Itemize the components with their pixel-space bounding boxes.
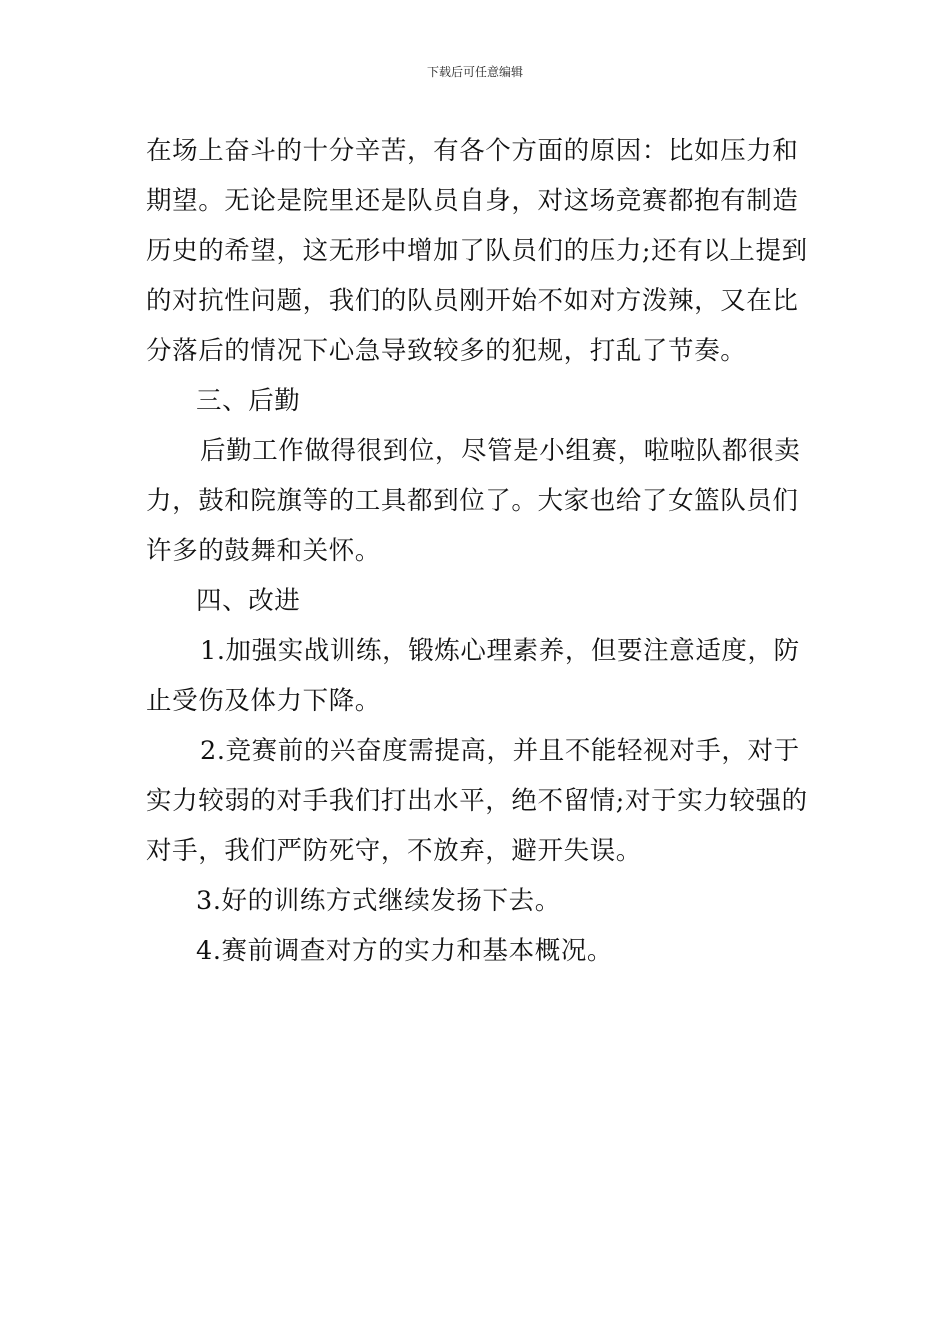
text-line: 对手，我们严防死守，不放弃，避开失误。 [146, 836, 642, 866]
text-line: 力，鼓和院旗等的工具都到位了。大家也给了女篮队员们 [146, 486, 799, 516]
text-line: 实力较弱的对手我们打出水平，绝不留情;对于实力较强的 [146, 786, 808, 816]
section-heading-logistics: 三、后勤 [196, 386, 301, 416]
list-item-3 [146, 876, 810, 926]
text-line: 止受伤及体力下降。 [146, 686, 381, 716]
text-line: 4.赛前调查对方的实力和基本概况。 [196, 936, 614, 966]
text-line: 的对抗性问题，我们的队员刚开始不如对方泼辣，又在比 [146, 286, 799, 316]
list-item-2 [146, 726, 810, 876]
text-line: 后勤工作做得很到位，尽管是小组赛，啦啦队都很卖 [200, 436, 801, 466]
list-item-1 [146, 626, 810, 726]
list-item-4 [146, 926, 810, 976]
text-line: 期望。无论是院里还是队员自身，对这场竞赛都抱有制造 [146, 186, 799, 216]
paragraph-logistics [146, 426, 810, 576]
text-line: 在场上奋斗的十分辛苦，有各个方面的原因：比如压力和 [146, 136, 799, 166]
document-body [146, 126, 810, 976]
paragraph-continuation [146, 126, 810, 376]
text-line: 历史的希望，这无形中增加了队员们的压力;还有以上提到 [146, 236, 808, 266]
section-heading-improvement: 四、改进 [196, 586, 301, 616]
page-header: 下载后可任意编辑 [426, 65, 523, 79]
text-line: 分落后的情况下心急导致较多的犯规，打乱了节奏。 [146, 336, 747, 366]
text-line: 3.好的训练方式继续发扬下去。 [196, 886, 561, 916]
text-line: 2.竞赛前的兴奋度需提高，并且不能轻视对手，对于 [200, 736, 800, 766]
text-line: 许多的鼓舞和关怀。 [146, 536, 381, 566]
text-line: 1.加强实战训练，锻炼心理素养，但要注意适度，防 [200, 636, 800, 666]
